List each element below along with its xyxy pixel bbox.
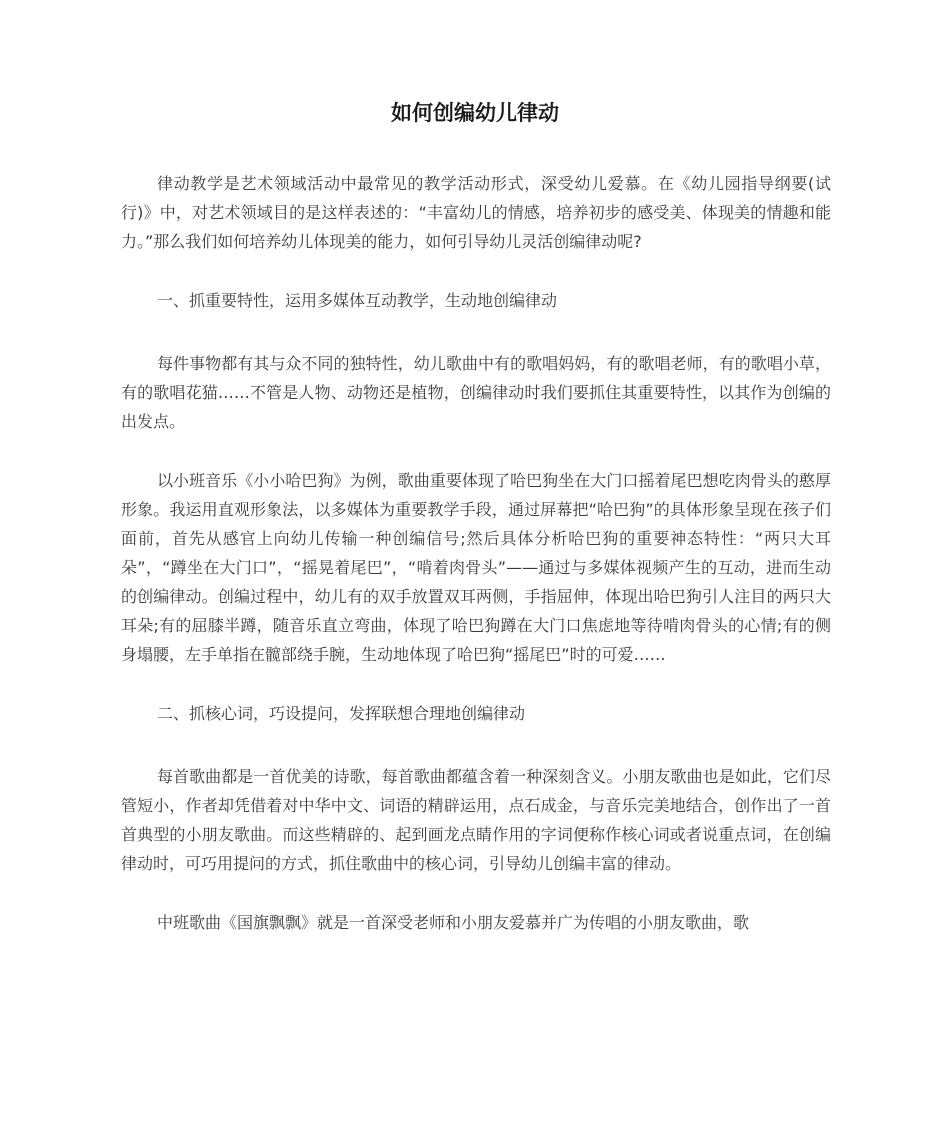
section-heading-1: 一、抓重要特性，运用多媒体互动教学，生动地创编律动 xyxy=(157,291,558,310)
body-paragraph: 每件事物都有其与众不同的独特性，幼儿歌曲中有的歌唱妈妈，有的歌唱老师，有的歌唱小草，有的歌唱花猫……不管是人物、动物还是植物，创编律动时我们要抓住其重要特性，以其作为创编的出发点。 xyxy=(121,354,831,431)
document-title: 如何创编幼儿律动 xyxy=(391,101,559,125)
body-paragraph: 每首歌曲都是一首优美的诗歌，每首歌曲都蕴含着一种深刻含义。小朋友歌曲也是如此，它们尽管短小，作者却凭借着对中华中文、词语的精辟运用，点石成金，与音乐完美地结合，创作出了一首首典型的小朋友歌曲。而这些精辟的、起到画龙点睛作用的字词便称作核心词或者说重点词，在创编律动时，可巧用提问的方式，抓住歌曲中的核心词，引导幼儿创编丰富的律动。 xyxy=(121,767,831,873)
section-heading-2: 二、抓核心词，巧设提问，发挥联想合理地创编律动 xyxy=(157,704,526,723)
body-paragraph: 中班歌曲《国旗飘飘》就是一首深受老师和小朋友爱慕并广为传唱的小朋友歌曲，歌 xyxy=(157,913,750,932)
intro-paragraph: 律动教学是艺术领域活动中最常见的教学活动形式，深受幼儿爱慕。在《幼儿园指导纲要(试行)》中，对艺术领域目的是这样表述的：“丰富幼儿的情感，培养初步的感受美、体现美的情趣和能力。”那么我们如何培养幼儿体现美的能力，如何引导幼儿灵活创编律动呢? xyxy=(121,174,831,251)
body-paragraph: 以小班音乐《小小哈巴狗》为例，歌曲重要体现了哈巴狗坐在大门口摇着尾巴想吃肉骨头的憨厚形象。我运用直观形象法，以多媒体为重要教学手段，通过屏幕把“哈巴狗”的具体形象呈现在孩子们面前，首先从感官上向幼儿传输一种创编信号;然后具体分析哈巴狗的重要神态特性：“两只大耳朵”，“蹲坐在大门口”，“摇晃着尾巴”，“啃着肉骨头”——通过与多媒体视频产生的互动，进而生动的创编律动。创编过程中，幼儿有的双手放置双耳两侧，手指屈伸，体现出哈巴狗引人注目的两只大耳朵;有的屈膝半蹲，随音乐直立弯曲，体现了哈巴狗蹲在大门口焦虑地等待啃肉骨头的心情;有的侧身塌腰，左手单指在髋部绕手腕，生动地体现了哈巴狗“摇尾巴”时的可爱…… xyxy=(121,471,831,664)
document-body xyxy=(121,169,831,967)
